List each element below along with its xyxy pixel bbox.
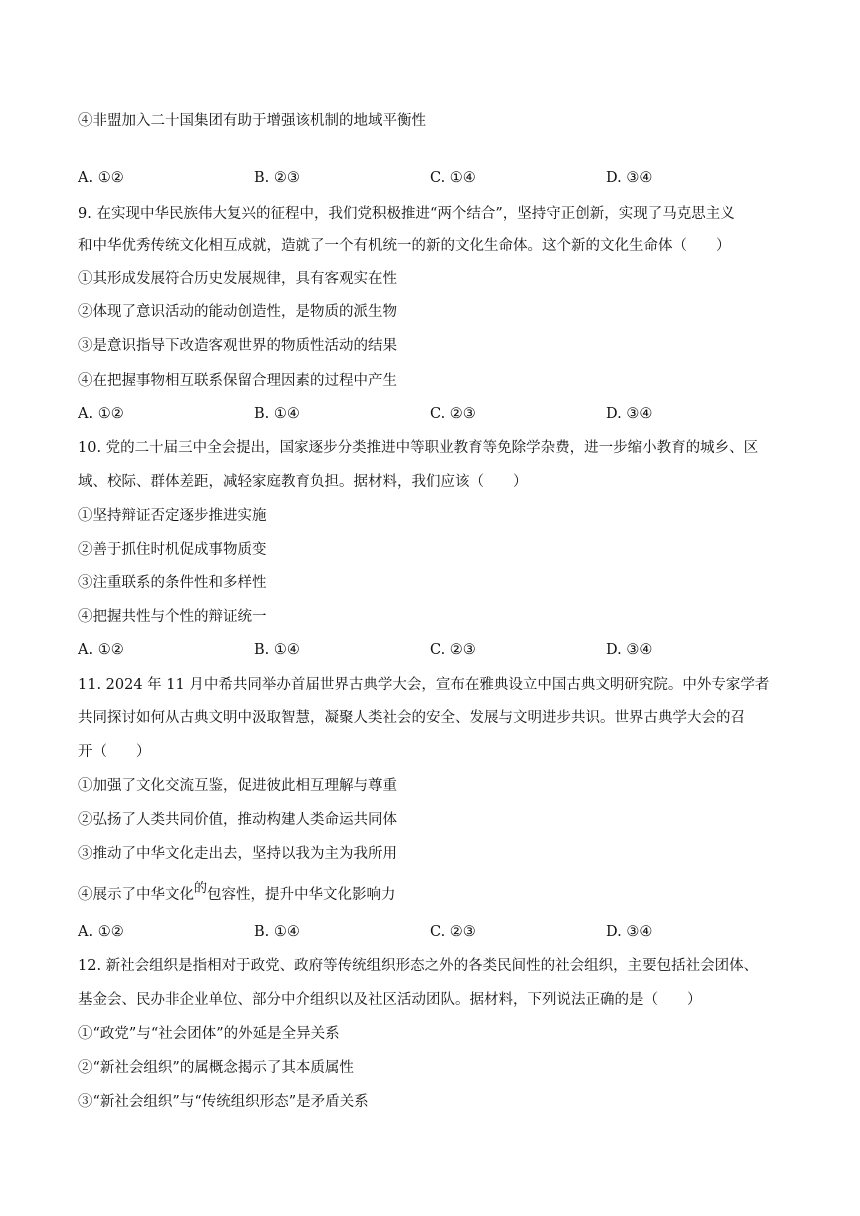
q11-stem-line-3: 开（ ） xyxy=(78,744,151,760)
q9-option-b: B. ①④ xyxy=(254,406,300,422)
q8-option-c: C. ①④ xyxy=(430,170,476,186)
q11-item-4-part-b: 包容性，提升中华文化影响力 xyxy=(207,887,396,903)
q11-item-4-raised-char: 的 xyxy=(194,881,208,896)
q12-stem-line-2: 基金会、民办非企业单位、部分中介组织以及社区活动团队。据材料，下列说法正确的是（ ） xyxy=(78,992,702,1008)
q9-option-d: D. ③④ xyxy=(606,406,653,422)
q8-options xyxy=(78,168,798,188)
q11-option-c: C. ②③ xyxy=(430,924,476,940)
q11-stem-line-2: 共同探讨如何从古典文明中汲取智慧，凝聚人类社会的安全、发展与文明进步共识。世界古典学大会的召 xyxy=(78,710,745,726)
q10-item-4: ④把握共性与个性的辩证统一 xyxy=(78,609,267,625)
q11-item-4-part-a: ④展示了中华文化 xyxy=(78,887,194,903)
q10-option-b: B. ①④ xyxy=(254,642,300,658)
q9-item-2: ②体现了意识活动的能动创造性，是物质的派生物 xyxy=(78,304,397,320)
q10-options xyxy=(78,640,798,660)
q12-item-3: ③“新社会组织”与“传统组织形态”是矛盾关系 xyxy=(78,1094,369,1110)
q11-option-b: B. ①④ xyxy=(254,924,300,940)
q10-option-d: D. ③④ xyxy=(606,642,653,658)
q11-option-d: D. ③④ xyxy=(606,924,653,940)
q10-item-2: ②善于抓住时机促成事物质变 xyxy=(78,542,267,558)
q10-option-c: C. ②③ xyxy=(430,642,476,658)
q10-item-3: ③注重联系的条件性和多样性 xyxy=(78,575,267,591)
q8-option-b: B. ②③ xyxy=(254,170,300,186)
q11-option-a: A. ①② xyxy=(78,924,124,940)
q10-option-a: A. ①② xyxy=(78,642,124,658)
q9-option-a: A. ①② xyxy=(78,406,124,422)
q8-option-d: D. ③④ xyxy=(606,170,653,186)
q8-option-a: A. ①② xyxy=(78,170,124,186)
q11-options xyxy=(78,922,798,942)
q11-item-4 xyxy=(78,881,396,906)
q9-option-c: C. ②③ xyxy=(430,406,476,422)
q11-item-3: ③推动了中华文化走出去，坚持以我为主为我所用 xyxy=(78,846,397,862)
q11-item-2: ②弘扬了人类共同价值，推动构建人类命运共同体 xyxy=(78,812,397,828)
q10-item-1: ①坚持辩证否定逐步推进实施 xyxy=(78,508,267,524)
q9-stem-line-2: 和中华优秀传统文化相互成就，造就了一个有机统一的新的文化生命体。这个新的文化生命体（ ） xyxy=(78,238,731,254)
q10-stem-line-1: 10. 党的二十届三中全会提出，国家逐步分类推进中等职业教育等免除学杂费，进一步缩小教育的城乡、区 xyxy=(78,440,759,456)
q9-item-4: ④在把握事物相互联系保留合理因素的过程中产生 xyxy=(78,373,397,389)
q11-item-1: ①加强了文化交流互鉴，促进彼此相互理解与尊重 xyxy=(78,778,397,794)
q9-stem-line-1: 9. 在实现中华民族伟大复兴的征程中，我们党积极推进“两个结合”，坚持守正创新，实现了马克思主义 xyxy=(78,206,735,222)
q12-item-1: ①“政党”与“社会团体”的外延是全异关系 xyxy=(78,1026,340,1042)
q12-stem-line-1: 12. 新社会组织是指相对于政党、政府等传统组织形态之外的各类民间性的社会组织，主要包括社会团体、 xyxy=(78,958,759,974)
q8-item-4: ④非盟加入二十国集团有助于增强该机制的地域平衡性 xyxy=(78,113,426,129)
q10-stem-line-2: 域、校际、群体差距，减轻家庭教育负担。据材料，我们应该（ ） xyxy=(78,474,528,490)
q9-item-1: ①其形成发展符合历史发展规律，具有客观实在性 xyxy=(78,271,397,287)
q9-options xyxy=(78,404,798,424)
q11-stem-line-1: 11. 2024 年 11 月中希共同举办首届世界古典学大会，宣布在雅典设立中国古典文明研究院。中外专家学者 xyxy=(78,677,770,693)
q9-item-3: ③是意识指导下改造客观世界的物质性活动的结果 xyxy=(78,338,397,354)
q12-item-2: ②“新社会组织”的属概念揭示了其本质属性 xyxy=(78,1060,354,1076)
